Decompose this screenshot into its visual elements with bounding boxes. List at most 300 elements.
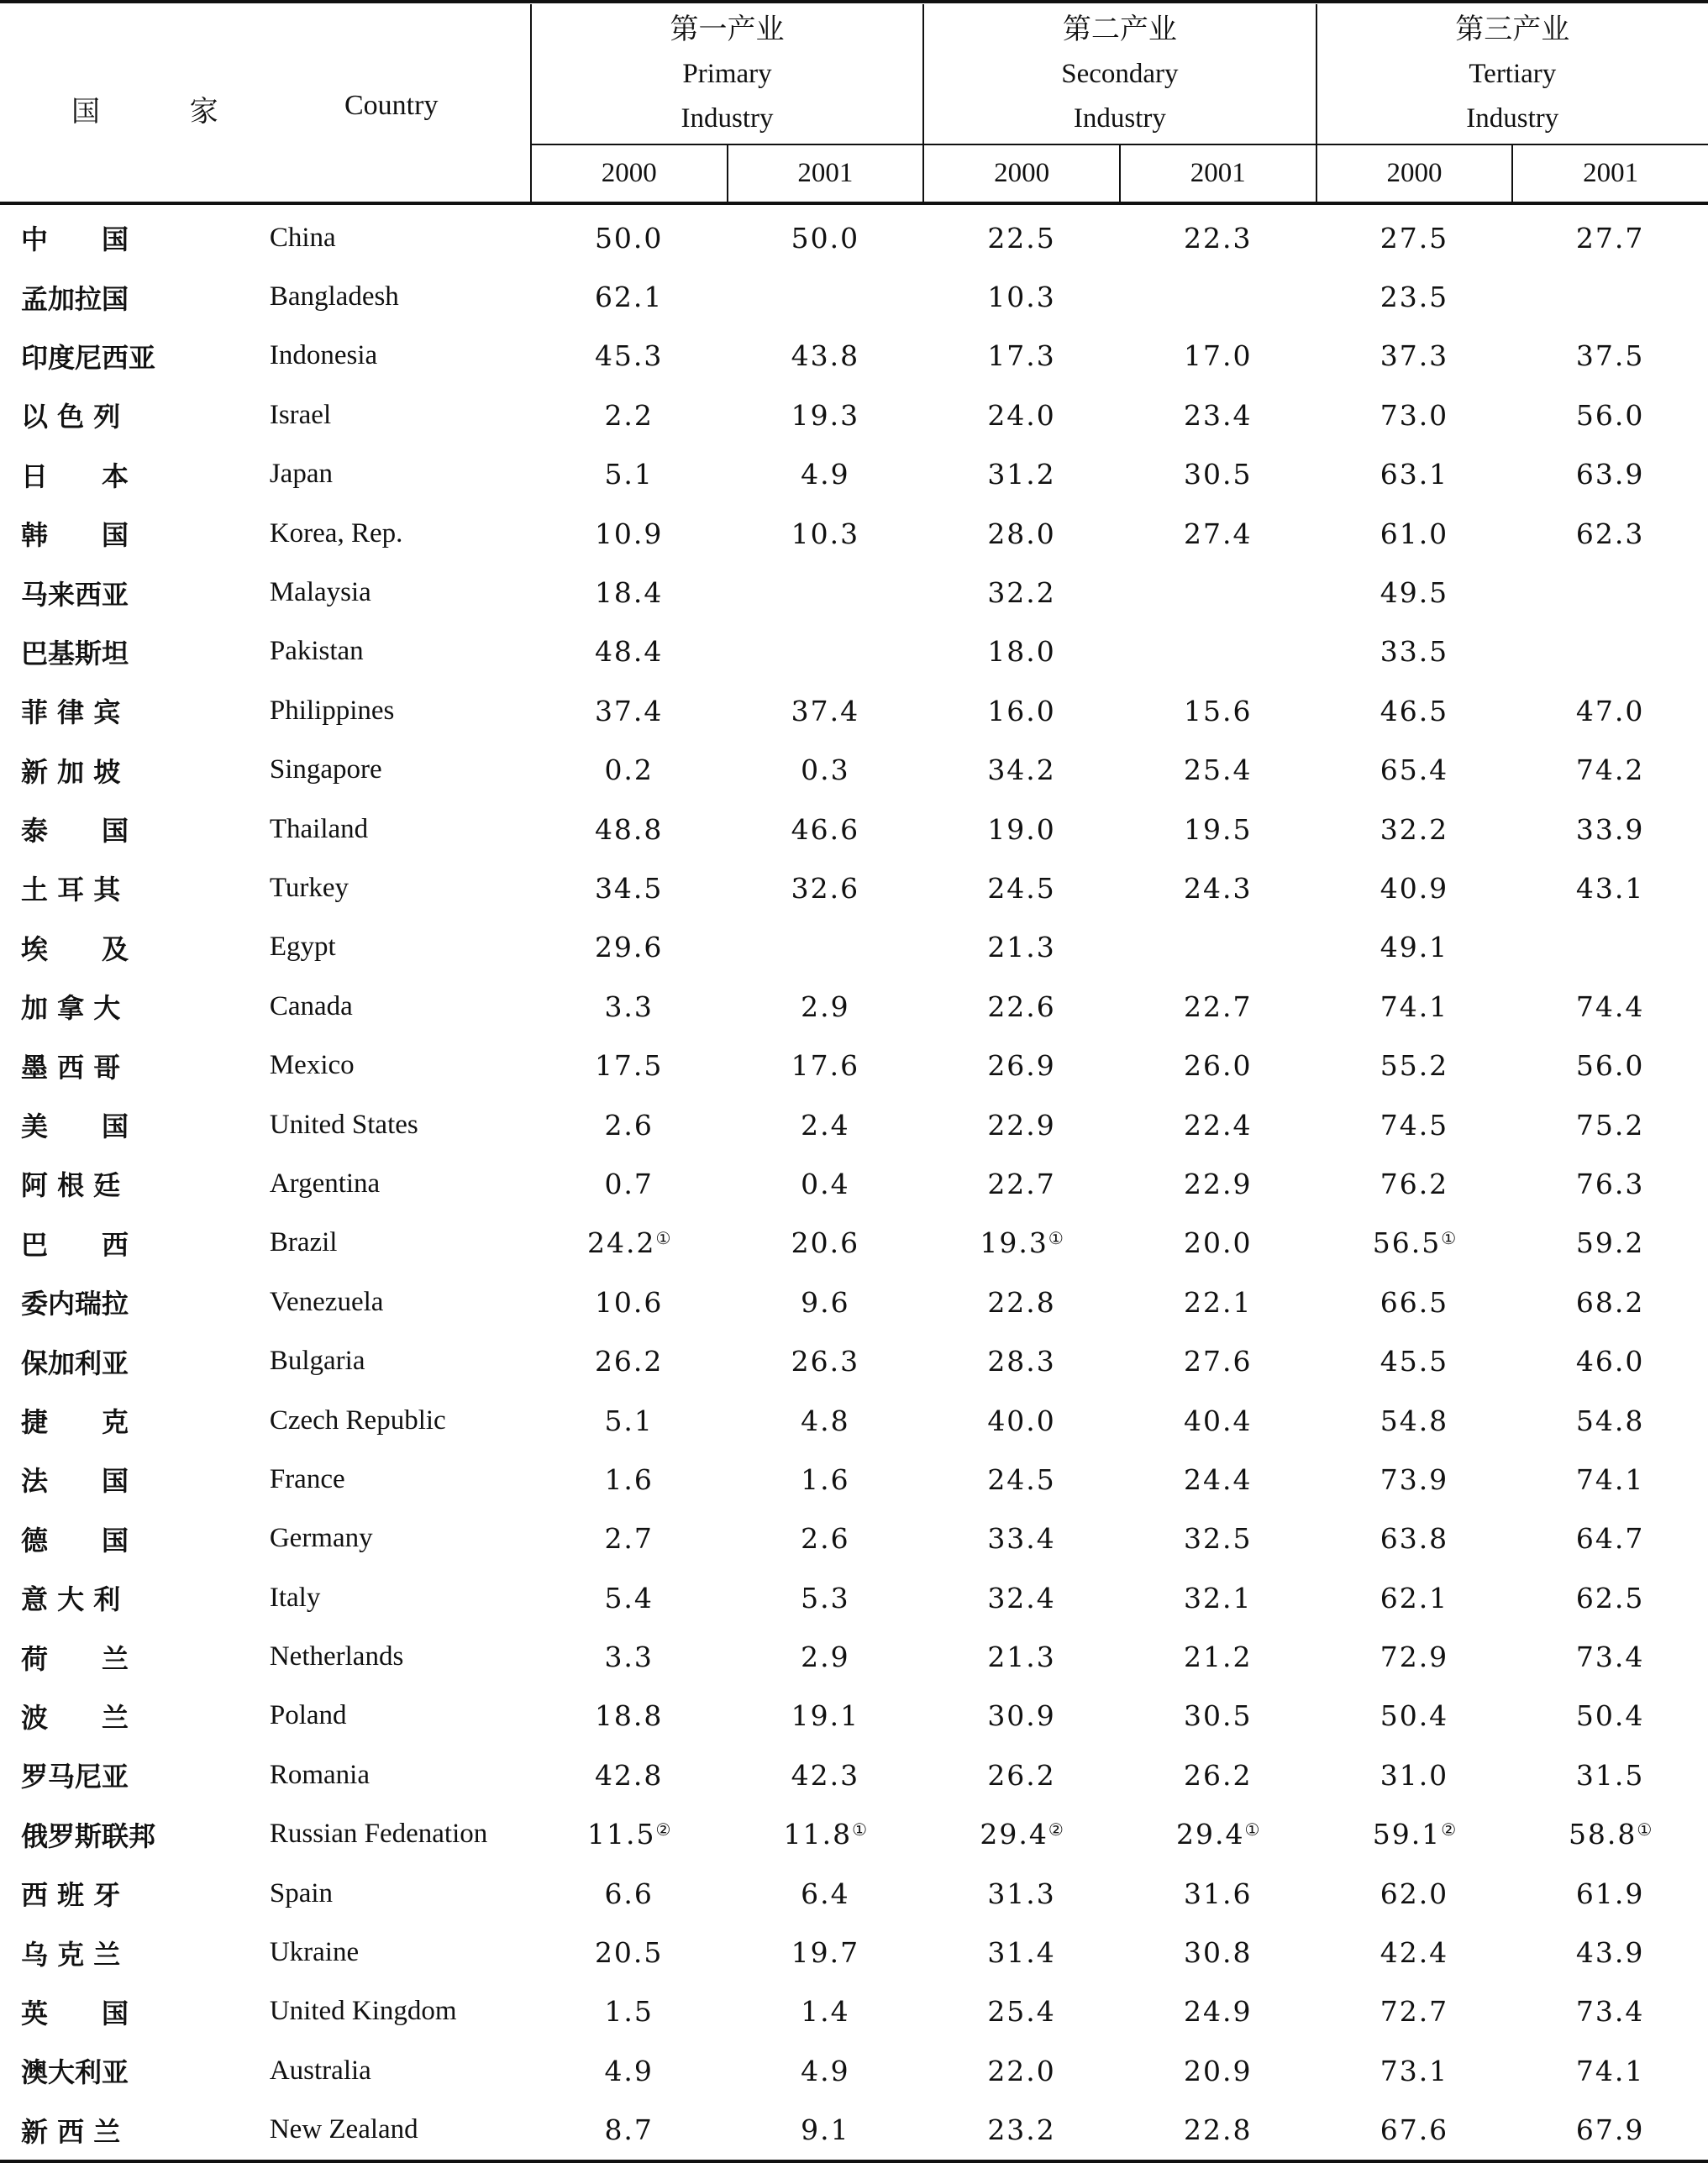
year-header: 2000	[1316, 144, 1513, 203]
table-row	[0, 203, 1708, 267]
country-name-cn: 墨 西 哥	[21, 1051, 121, 1084]
value-text: 3.3	[604, 1641, 654, 1674]
value-text: 46.0	[1575, 1345, 1645, 1378]
value-text: 74.1	[1575, 2054, 1645, 2087]
country-name-cn: 中 国	[21, 223, 129, 256]
value-cell	[531, 1746, 728, 1804]
value-cell	[923, 1568, 1120, 1627]
value-text: 28.0	[987, 517, 1056, 550]
value-text: 22.8	[1184, 2113, 1253, 2147]
value-text: 22.3	[1184, 221, 1253, 255]
value-cell	[1120, 1036, 1316, 1095]
value-text: 34.5	[594, 871, 664, 905]
value-text: 32.6	[791, 871, 860, 905]
value-cell	[728, 1805, 924, 1864]
value-text: 29.4	[1176, 1818, 1245, 1851]
value-cell	[531, 504, 728, 563]
value-cell	[1512, 1923, 1708, 1982]
value-cell	[531, 1391, 728, 1450]
value-text: 63.8	[1380, 1522, 1449, 1556]
value-cell	[1120, 1805, 1316, 1864]
country-name-en: Romania	[269, 1759, 370, 1790]
value-cell	[728, 858, 924, 917]
value-text: 40.9	[1380, 871, 1449, 905]
value-text: 68.2	[1575, 1285, 1645, 1319]
value-text: 15.6	[1184, 694, 1253, 727]
value-text: 75.2	[1575, 1108, 1645, 1142]
value-text: 24.5	[987, 871, 1056, 905]
value-cell	[728, 203, 924, 267]
value-cell	[1512, 1509, 1708, 1568]
value-text: 29.6	[594, 931, 664, 964]
value-text: 11.5	[586, 1818, 656, 1851]
value-cell	[531, 1509, 728, 1568]
value-text: 48.8	[594, 812, 664, 846]
value-text: 26.3	[791, 1345, 860, 1378]
country-name-en: United States	[269, 1109, 418, 1140]
table-row	[0, 741, 1708, 800]
footnote-marker: ①	[655, 1228, 671, 1249]
value-cell	[1120, 1391, 1316, 1450]
country-name-cn: 新 西 兰	[0, 2101, 244, 2161]
value-text: 23.4	[1184, 398, 1253, 432]
value-cell	[923, 681, 1120, 740]
country-name-cn: 马来西亚	[21, 578, 129, 611]
value-cell	[531, 1627, 728, 1686]
group-en: Industry	[1073, 102, 1166, 134]
value-cell	[923, 622, 1120, 681]
country-name-cn: 以 色 列	[21, 401, 121, 433]
value-cell	[1316, 504, 1513, 563]
value-cell	[1316, 1095, 1513, 1154]
value-cell	[1316, 1509, 1513, 1568]
value-text: 40.0	[987, 1404, 1056, 1437]
table-row	[0, 1450, 1708, 1509]
value-cell	[531, 918, 728, 977]
value-text: 9.6	[801, 1285, 850, 1319]
value-cell	[1316, 1391, 1513, 1450]
value-text: 0.4	[801, 1167, 850, 1200]
value-text: 23.2	[987, 2113, 1056, 2147]
value-cell	[728, 1273, 924, 1331]
group-en: Secondary	[1061, 58, 1179, 89]
table-row	[0, 858, 1708, 917]
value-cell	[1316, 1331, 1513, 1390]
value-cell	[923, 1331, 1120, 1390]
value-cell	[1512, 327, 1708, 386]
value-text: 34.2	[987, 753, 1056, 787]
value-text: 76.2	[1380, 1167, 1449, 1200]
value-cell	[1120, 741, 1316, 800]
value-cell	[1120, 2041, 1316, 2100]
value-cell	[1120, 1154, 1316, 1213]
value-text: 27.6	[1184, 1345, 1253, 1378]
header-row-groups	[0, 4, 1708, 144]
value-cell	[531, 563, 728, 622]
country-name-en: Argentina	[269, 1168, 381, 1199]
table-row	[0, 1036, 1708, 1095]
value-cell	[531, 681, 728, 740]
value-text: 10.3	[987, 281, 1056, 314]
value-text: 33.9	[1575, 812, 1645, 846]
value-text: 31.2	[987, 458, 1056, 491]
value-text: 62.0	[1380, 1877, 1449, 1910]
table-row	[0, 1923, 1708, 1982]
value-cell	[531, 327, 728, 386]
table-row	[0, 1568, 1708, 1627]
value-text: 32.2	[1380, 812, 1449, 846]
value-cell	[728, 267, 924, 326]
country-name-cn: 德 国	[21, 1524, 129, 1557]
value-cell	[1120, 1095, 1316, 1154]
value-cell	[728, 1746, 924, 1804]
country-name-en: China	[269, 222, 336, 253]
value-text: 19.3	[791, 398, 860, 432]
value-text: 19.1	[791, 1699, 860, 1733]
table-row	[0, 918, 1708, 977]
country-name-cn: 加 拿 大	[21, 992, 121, 1025]
country-name-en: Ukraine	[269, 1937, 360, 1968]
value-cell	[1512, 1568, 1708, 1627]
value-text: 27.5	[1380, 221, 1449, 255]
country-name-cn: 巴 西	[21, 1228, 129, 1261]
country-name-cn: 韩 国	[21, 519, 129, 552]
value-text: 33.5	[1380, 635, 1449, 669]
table-row	[0, 622, 1708, 681]
value-cell	[1512, 1982, 1708, 2041]
value-text: 5.1	[604, 1404, 654, 1437]
value-cell	[923, 1273, 1120, 1331]
value-text: 2.6	[604, 1108, 654, 1142]
value-text: 33.4	[987, 1522, 1056, 1556]
value-cell	[1120, 858, 1316, 917]
value-text: 22.8	[987, 1285, 1056, 1319]
country-name-en: Turkey	[269, 872, 349, 903]
value-cell	[923, 1036, 1120, 1095]
value-cell	[923, 563, 1120, 622]
value-cell	[923, 1627, 1120, 1686]
header-country-en: Country	[344, 90, 439, 121]
value-cell	[531, 1450, 728, 1509]
value-cell	[923, 1687, 1120, 1746]
header-country-cn: 国 家	[71, 95, 259, 129]
value-cell	[1316, 1568, 1513, 1627]
value-cell	[1512, 563, 1708, 622]
country-name-cn: 捷 克	[21, 1406, 129, 1438]
country-name-cn: 澳大利亚	[21, 2056, 129, 2089]
value-text: 63.9	[1575, 458, 1645, 491]
value-text: 48.4	[594, 635, 664, 669]
value-text: 21.2	[1184, 1641, 1253, 1674]
value-cell	[1316, 267, 1513, 326]
value-text: 76.3	[1575, 1167, 1645, 1200]
table-row	[0, 1687, 1708, 1746]
value-cell	[728, 800, 924, 858]
value-text: 28.3	[987, 1345, 1056, 1378]
value-text: 6.6	[604, 1877, 654, 1910]
table-row	[0, 681, 1708, 740]
value-cell	[728, 741, 924, 800]
value-cell	[531, 1095, 728, 1154]
value-text: 43.8	[791, 339, 860, 373]
value-text: 20.6	[791, 1226, 860, 1260]
value-cell	[1120, 1273, 1316, 1331]
value-cell	[1120, 800, 1316, 858]
value-cell	[1120, 977, 1316, 1036]
value-text: 31.4	[987, 1936, 1056, 1970]
value-text: 37.3	[1380, 339, 1449, 373]
value-text: 2.2	[604, 398, 654, 432]
value-text: 18.8	[594, 1699, 664, 1733]
value-cell	[1316, 203, 1513, 267]
value-text: 26.9	[987, 1049, 1056, 1083]
value-cell	[1512, 977, 1708, 1036]
value-cell	[1120, 1450, 1316, 1509]
value-cell	[728, 681, 924, 740]
value-cell	[923, 1391, 1120, 1450]
value-cell	[1120, 2101, 1316, 2161]
table-row	[0, 1331, 1708, 1390]
country-name-cn: 保加利亚	[21, 1347, 129, 1379]
value-text: 50.0	[594, 221, 664, 255]
country-name-cn: 波 兰	[21, 1701, 129, 1734]
value-text: 61.9	[1575, 1877, 1645, 1910]
country-name-en: Poland	[269, 1700, 347, 1731]
value-cell	[1120, 1687, 1316, 1746]
value-text: 42.3	[791, 1758, 860, 1792]
value-cell	[923, 1509, 1120, 1568]
value-text: 3.3	[604, 990, 654, 1023]
value-text: 16.0	[987, 694, 1056, 727]
country-name-en: Mexico	[269, 1050, 355, 1081]
value-cell	[1316, 1687, 1513, 1746]
value-text: 4.9	[801, 458, 850, 491]
value-cell	[1512, 1391, 1708, 1450]
country-name-cn: 阿 根 廷	[21, 1169, 121, 1202]
value-cell	[1316, 622, 1513, 681]
value-cell	[1316, 858, 1513, 917]
value-text: 20.5	[594, 1936, 664, 1970]
value-cell	[1512, 1864, 1708, 1923]
value-text: 10.3	[791, 517, 860, 550]
value-cell	[1512, 1214, 1708, 1273]
value-cell	[1316, 1746, 1513, 1804]
value-cell	[531, 1805, 728, 1864]
value-text: 26.2	[594, 1345, 664, 1378]
country-name-cn: 荷 兰	[21, 1642, 129, 1675]
table-row	[0, 1805, 1708, 1864]
table-row	[0, 1391, 1708, 1450]
value-cell	[728, 1627, 924, 1686]
country-name-cn: 孟加拉国	[21, 282, 129, 315]
value-text: 2.7	[604, 1522, 654, 1556]
value-text: 37.4	[594, 694, 664, 727]
value-text: 24.3	[1184, 871, 1253, 905]
value-cell	[728, 2101, 924, 2161]
country-name-cn: 土 耳 其	[21, 874, 121, 906]
value-text: 54.8	[1380, 1404, 1449, 1437]
value-text: 72.7	[1380, 1995, 1449, 2029]
value-text: 17.3	[987, 339, 1056, 373]
header-country	[0, 4, 531, 203]
value-text: 73.9	[1380, 1462, 1449, 1496]
value-text: 45.5	[1380, 1345, 1449, 1378]
value-cell	[923, 327, 1120, 386]
value-text: 2.4	[801, 1108, 850, 1142]
value-cell	[1120, 445, 1316, 504]
value-cell	[531, 2101, 728, 2161]
country-name-cn: 泰 国	[21, 815, 129, 848]
value-text: 37.5	[1575, 339, 1645, 373]
value-text: 22.4	[1184, 1108, 1253, 1142]
value-text: 65.4	[1380, 753, 1449, 787]
footnote-marker: ②	[1441, 1819, 1457, 1840]
country-name-en: Czech Republic	[269, 1404, 446, 1436]
value-cell	[923, 858, 1120, 917]
value-cell	[1316, 1450, 1513, 1509]
value-text: 0.7	[604, 1167, 654, 1200]
value-text: 21.3	[987, 1641, 1056, 1674]
country-name-en: Korea, Rep.	[269, 517, 403, 549]
value-cell	[728, 386, 924, 444]
value-text: 45.3	[594, 339, 664, 373]
country-name-en: United Kingdom	[269, 1996, 457, 2027]
value-text: 10.6	[594, 1285, 664, 1319]
table-row	[0, 1509, 1708, 1568]
value-cell	[1512, 203, 1708, 267]
value-text: 40.4	[1184, 1404, 1253, 1437]
value-cell	[531, 1982, 728, 2041]
footnote-marker: ①	[1048, 1228, 1064, 1249]
value-cell	[728, 1095, 924, 1154]
value-cell	[1316, 1982, 1513, 2041]
table-row	[0, 2041, 1708, 2100]
value-text: 24.5	[987, 1462, 1056, 1496]
value-text: 32.1	[1184, 1581, 1253, 1614]
value-cell	[1120, 386, 1316, 444]
country-name-en: Venezuela	[269, 1286, 384, 1317]
value-cell	[1120, 1627, 1316, 1686]
value-cell	[1512, 622, 1708, 681]
value-text: 4.9	[801, 2054, 850, 2087]
value-text: 67.9	[1575, 2113, 1645, 2147]
value-cell	[531, 858, 728, 917]
value-cell	[923, 1982, 1120, 2041]
value-text: 26.0	[1184, 1049, 1253, 1083]
value-cell	[1316, 563, 1513, 622]
table-row	[0, 1982, 1708, 2041]
value-cell	[1316, 1864, 1513, 1923]
value-cell	[1512, 504, 1708, 563]
country-name-en: Japan	[269, 459, 333, 490]
value-cell	[923, 741, 1120, 800]
value-text: 50.4	[1575, 1699, 1645, 1733]
value-text: 73.4	[1575, 1641, 1645, 1674]
value-cell	[531, 1864, 728, 1923]
value-cell	[1316, 327, 1513, 386]
country-name-cn: 美 国	[21, 1110, 129, 1143]
value-cell	[728, 1568, 924, 1627]
value-cell	[1512, 800, 1708, 858]
value-cell	[728, 1509, 924, 1568]
value-text: 11.8	[783, 1818, 853, 1851]
value-text: 17.0	[1184, 339, 1253, 373]
country-name-en: Russian Fedenation	[269, 1819, 488, 1850]
value-text: 30.5	[1184, 1699, 1253, 1733]
value-text: 22.1	[1184, 1285, 1253, 1319]
group-cn: 第一产业	[670, 12, 785, 46]
value-cell	[531, 386, 728, 444]
value-text: 66.5	[1380, 1285, 1449, 1319]
value-cell	[531, 1331, 728, 1390]
value-text: 19.7	[791, 1936, 860, 1970]
value-cell	[923, 1154, 1120, 1213]
value-cell	[923, 267, 1120, 326]
value-cell	[923, 1805, 1120, 1864]
value-cell	[531, 1154, 728, 1213]
value-cell	[1120, 1568, 1316, 1627]
table-body	[0, 203, 1708, 2161]
country-name-en: Malaysia	[269, 577, 371, 608]
value-text: 1.5	[604, 1995, 654, 2029]
value-text: 74.5	[1380, 1108, 1449, 1142]
value-cell	[1120, 203, 1316, 267]
value-cell	[1316, 2041, 1513, 2100]
table-row	[0, 2101, 1708, 2161]
value-text: 19.0	[987, 812, 1056, 846]
value-cell	[728, 1450, 924, 1509]
value-cell	[923, 386, 1120, 444]
header-group-secondary	[923, 4, 1316, 144]
value-cell	[923, 918, 1120, 977]
value-text: 72.9	[1380, 1641, 1449, 1674]
country-name-cn: 巴基斯坦	[21, 637, 129, 669]
value-cell	[1316, 1273, 1513, 1331]
value-text: 17.5	[594, 1049, 664, 1083]
value-cell	[728, 445, 924, 504]
value-cell	[531, 622, 728, 681]
value-cell	[923, 1095, 1120, 1154]
value-text: 24.0	[987, 398, 1056, 432]
value-text: 5.4	[604, 1581, 654, 1614]
value-cell	[1120, 1509, 1316, 1568]
value-cell	[1512, 1687, 1708, 1746]
value-text: 2.9	[801, 990, 850, 1023]
country-name-cn: 意 大 利	[21, 1583, 121, 1616]
table-row	[0, 327, 1708, 386]
value-cell	[728, 1214, 924, 1273]
value-text: 30.9	[987, 1699, 1056, 1733]
country-name-cn: 埃 及	[21, 932, 129, 965]
country-name-cn: 菲 律 宾	[21, 696, 121, 729]
top-rule	[0, 0, 1708, 3]
value-text: 22.7	[987, 1167, 1056, 1200]
country-name-en: Philippines	[269, 695, 395, 726]
value-text: 22.0	[987, 2054, 1056, 2087]
value-text: 47.0	[1575, 694, 1645, 727]
value-text: 67.6	[1380, 2113, 1449, 2147]
value-text: 31.5	[1575, 1758, 1645, 1792]
value-cell	[1316, 681, 1513, 740]
value-cell	[1316, 2101, 1513, 2161]
value-text: 21.3	[987, 931, 1056, 964]
value-text: 42.4	[1380, 1936, 1449, 1970]
value-cell	[923, 2041, 1120, 2100]
value-cell	[531, 2041, 728, 2100]
value-cell	[531, 800, 728, 858]
value-cell	[531, 1923, 728, 1982]
group-en: Primary	[682, 58, 772, 89]
